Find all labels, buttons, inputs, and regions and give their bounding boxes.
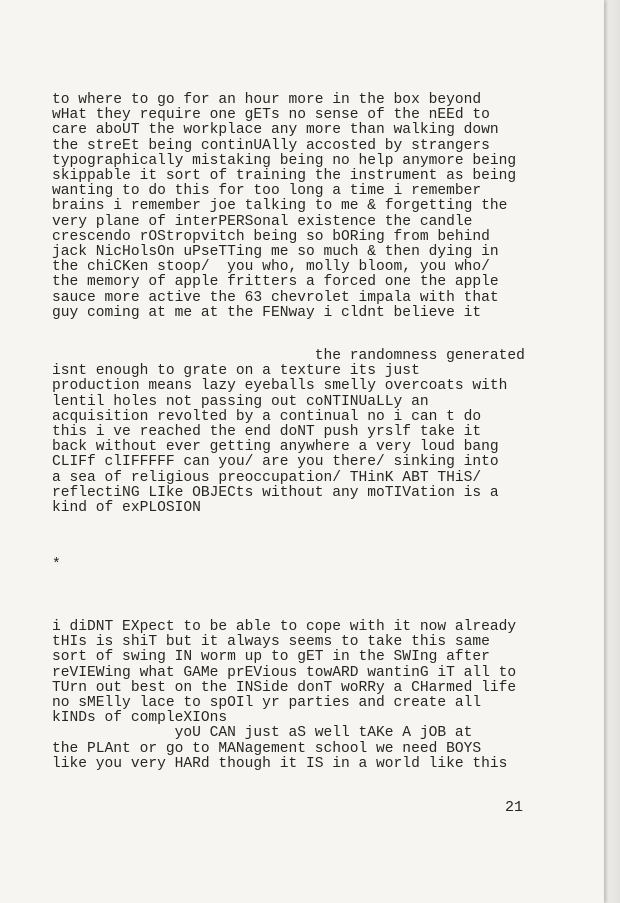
text-line: isnt enough to grate on a texture its just — [52, 363, 420, 380]
text-line: CLIFf clIFFFFF can you/ are you there/ sinking into — [52, 454, 499, 471]
text-line: acquisition revolted by a continual no i can t do — [52, 408, 482, 425]
text-line: jack NicHolsOn uPseTTing me so much & then dying in — [52, 244, 499, 261]
text-line: typographically mistaking being no help anymore being — [52, 152, 517, 169]
text-line: wanting to do this for too long a time i remember — [52, 183, 482, 200]
page-number: 21 — [505, 799, 524, 816]
text-line: like you very HARd though it IS in a world like this — [52, 755, 508, 772]
text-line: TUrn out best on the INSide donT woRRy a CHarmed life — [52, 679, 517, 696]
text-line: to where to go for an hour more in the box beyond — [52, 92, 482, 108]
text-line: no sMElly lace to spOIl yr parties and create all — [52, 695, 482, 712]
paragraph-2 — [52, 349, 525, 516]
text-line: production means lazy eyeballs smelly overcoats with — [52, 378, 508, 395]
text-line: the PLAnt or go to MANagement school we need BOYS — [52, 740, 482, 757]
text-line: guy coming at me at the FENway i cldnt believe it — [52, 304, 482, 321]
text-line: sauce more active the 63 chevrolet impala with that — [52, 289, 499, 306]
text-line: crescendo rOStropvitch being so bORing from behind — [52, 228, 490, 245]
section-break: * — [52, 557, 61, 573]
paragraph-3 — [52, 620, 516, 772]
text-line: reVIEWing what GAMe prEVious towARD wantinG iT all to — [52, 664, 517, 681]
paragraph-1 — [52, 93, 516, 321]
text-line: the streEt being continUAlly accosted by strangers — [52, 137, 490, 154]
text-line: kINDs of compleXIOns — [52, 710, 228, 727]
text-line: wHat they require one gETs no sense of the nEEd to — [52, 107, 490, 124]
text-line: a sea of religious preoccupation/ THinK ABT THiS/ — [52, 469, 482, 486]
text-line: the memory of apple fritters a forced one the apple — [52, 274, 499, 291]
text-line: the randomness generated — [52, 348, 525, 364]
text-line: tHIs is shiT but it always seems to take this same — [52, 634, 490, 651]
text-line: brains i remember joe talking to me & forgetting the — [52, 198, 508, 215]
text-line: very plane of interPERSonal existence the candle — [52, 213, 473, 230]
text-line: this i ve reached the end doNT push yrslf take it — [52, 424, 482, 441]
text-line: lentil holes not passing out coNTINUaLLy an — [52, 393, 429, 410]
text-line: the chiCKen stoop/ you who, molly bloom, you who/ — [52, 259, 490, 276]
text-line: reflectiNG LIke OBJECts without any moTIVation is a — [52, 484, 499, 501]
text-line: sort of swing IN worm up to gET in the SWIng after — [52, 649, 490, 666]
text-line: i diDNT EXpect to be able to cope with it now already — [52, 619, 517, 635]
text-line: skippable it sort of training the instrument as being — [52, 168, 517, 185]
text-line: care aboUT the workplace any more than walking down — [52, 122, 499, 139]
text-line: back without ever getting anywhere a very loud bang — [52, 439, 499, 456]
text-line: yoU CAN just aS well tAKe A jOB at — [52, 725, 473, 742]
text-line: kind of exPLOSION — [52, 500, 201, 517]
